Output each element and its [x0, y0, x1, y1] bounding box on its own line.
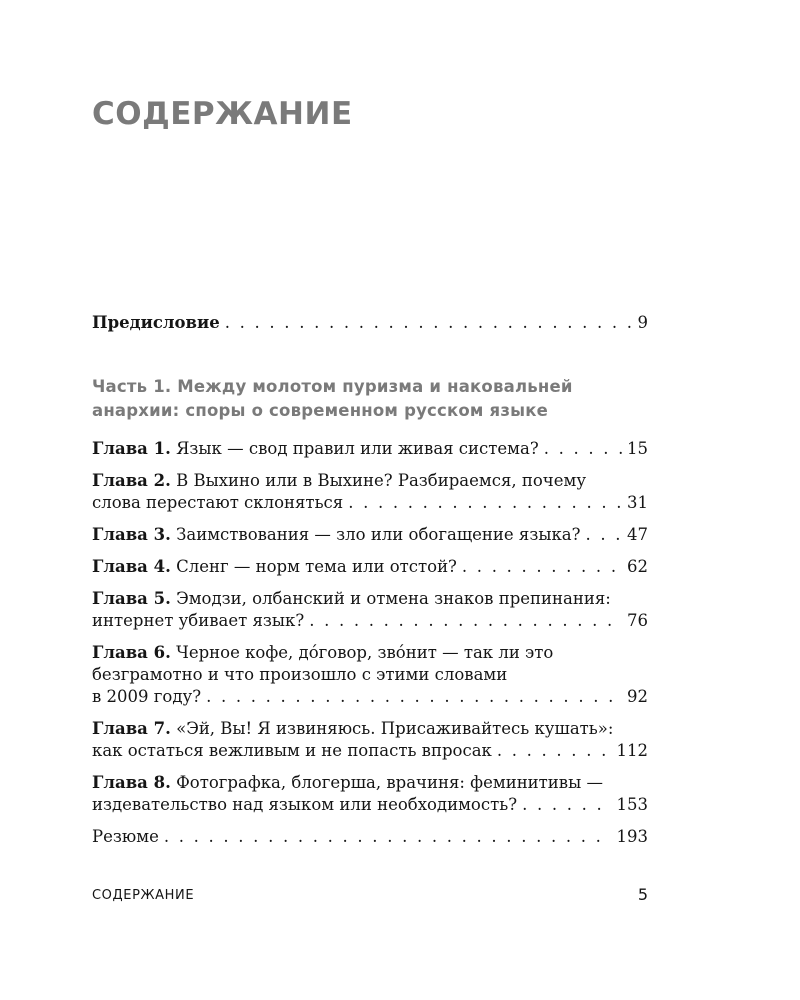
toc-entry-chapter-6 [92, 642, 648, 708]
chapter-2-label: Глава 2. [92, 471, 171, 490]
chapter-6-title-line-1: Черное кофе, дóговор, звóнит — так ли это [176, 643, 554, 662]
chapter-7-title-line-1: «Эй, Вы! Я извиняюсь. Присаживайтесь кушать»: [176, 719, 614, 738]
chapter-8-label: Глава 8. [92, 773, 171, 792]
chapter-6-label: Глава 6. [92, 643, 171, 662]
toc-entry-chapter-2 [92, 470, 648, 514]
part-1-title-line-2: анархии: споры о современном русском языке [92, 401, 549, 420]
toc-entry-chapter-7 [92, 718, 648, 762]
chapter-6-title-line-2: безграмотно и что произошло с этими словами [92, 665, 508, 684]
chapter-2-title-line-1: В Выхино или в Выхине? Разбираемся, почему [176, 471, 587, 490]
dot-leader [206, 686, 622, 708]
chapter-4-title-line-1: Сленг — норм тема или отстой? [176, 557, 457, 576]
chapter-1-title-line-1: Язык — свод правил или живая система? [176, 439, 539, 458]
chapter-3-title-line-1: Заимствования — зло или обогащение языка? [176, 525, 581, 544]
preface-page: 9 [637, 313, 648, 332]
chapter-7-page: 112 [616, 741, 648, 760]
chapter-5-title-line-2: интернет убивает язык? [92, 611, 305, 630]
toc-entry-summary [92, 826, 648, 848]
chapter-8-title-line-2: издевательство над языком или необходимость? [92, 795, 518, 814]
chapter-1-label: Глава 1. [92, 439, 171, 458]
toc-entry-chapter-8 [92, 772, 648, 816]
chapter-4-label: Глава 4. [92, 557, 171, 576]
toc-entry-chapter-3 [92, 524, 648, 546]
chapter-6-title-line-3: в 2009 году? [92, 687, 202, 706]
summary-page: 193 [616, 827, 648, 846]
dot-leader [462, 556, 622, 578]
dot-leader [164, 826, 612, 848]
chapter-3-page: 47 [627, 525, 648, 544]
chapter-3-label: Глава 3. [92, 525, 171, 544]
chapter-6-page: 92 [627, 687, 648, 706]
dot-leader [522, 794, 611, 816]
page-number: 5 [637, 885, 648, 904]
table-of-contents [92, 312, 648, 848]
chapter-1-page: 15 [627, 439, 648, 458]
chapter-4-page: 62 [627, 557, 648, 576]
chapter-5-label: Глава 5. [92, 589, 171, 608]
preface-title: Предисловие [92, 313, 220, 332]
page-heading: СОДЕРЖАНИЕ [92, 96, 353, 132]
toc-entry-chapter-5 [92, 588, 648, 632]
toc-entry-preface [92, 312, 648, 334]
toc-entry-chapter-1 [92, 438, 648, 460]
chapter-5-page: 76 [627, 611, 648, 630]
toc-entry-chapter-4 [92, 556, 648, 578]
chapter-8-page: 153 [616, 795, 648, 814]
dot-leader [309, 610, 622, 632]
part-1-title-line-1: Часть 1. Между молотом пуризма и наковальней [92, 377, 573, 396]
dot-leader [544, 438, 622, 460]
dot-leader [585, 524, 622, 546]
part-1-title [92, 375, 648, 423]
chapter-7-title-line-2: как остаться вежливым и не попасть впросак [92, 741, 492, 760]
summary-title: Резюме [92, 827, 159, 846]
chapter-2-page: 31 [627, 493, 648, 512]
dot-leader [497, 740, 612, 762]
chapter-5-title-line-1: Эмодзи, олбанский и отмена знаков препинания: [176, 589, 611, 608]
chapter-7-label: Глава 7. [92, 719, 171, 738]
chapter-2-title-line-2: слова перестают склоняться [92, 493, 344, 512]
dot-leader [348, 492, 622, 514]
running-title: СОДЕРЖАНИЕ [92, 888, 195, 903]
dot-leader [225, 312, 633, 334]
chapter-8-title-line-1: Фотографка, блогерша, врачиня: феминитивы — [176, 773, 603, 792]
